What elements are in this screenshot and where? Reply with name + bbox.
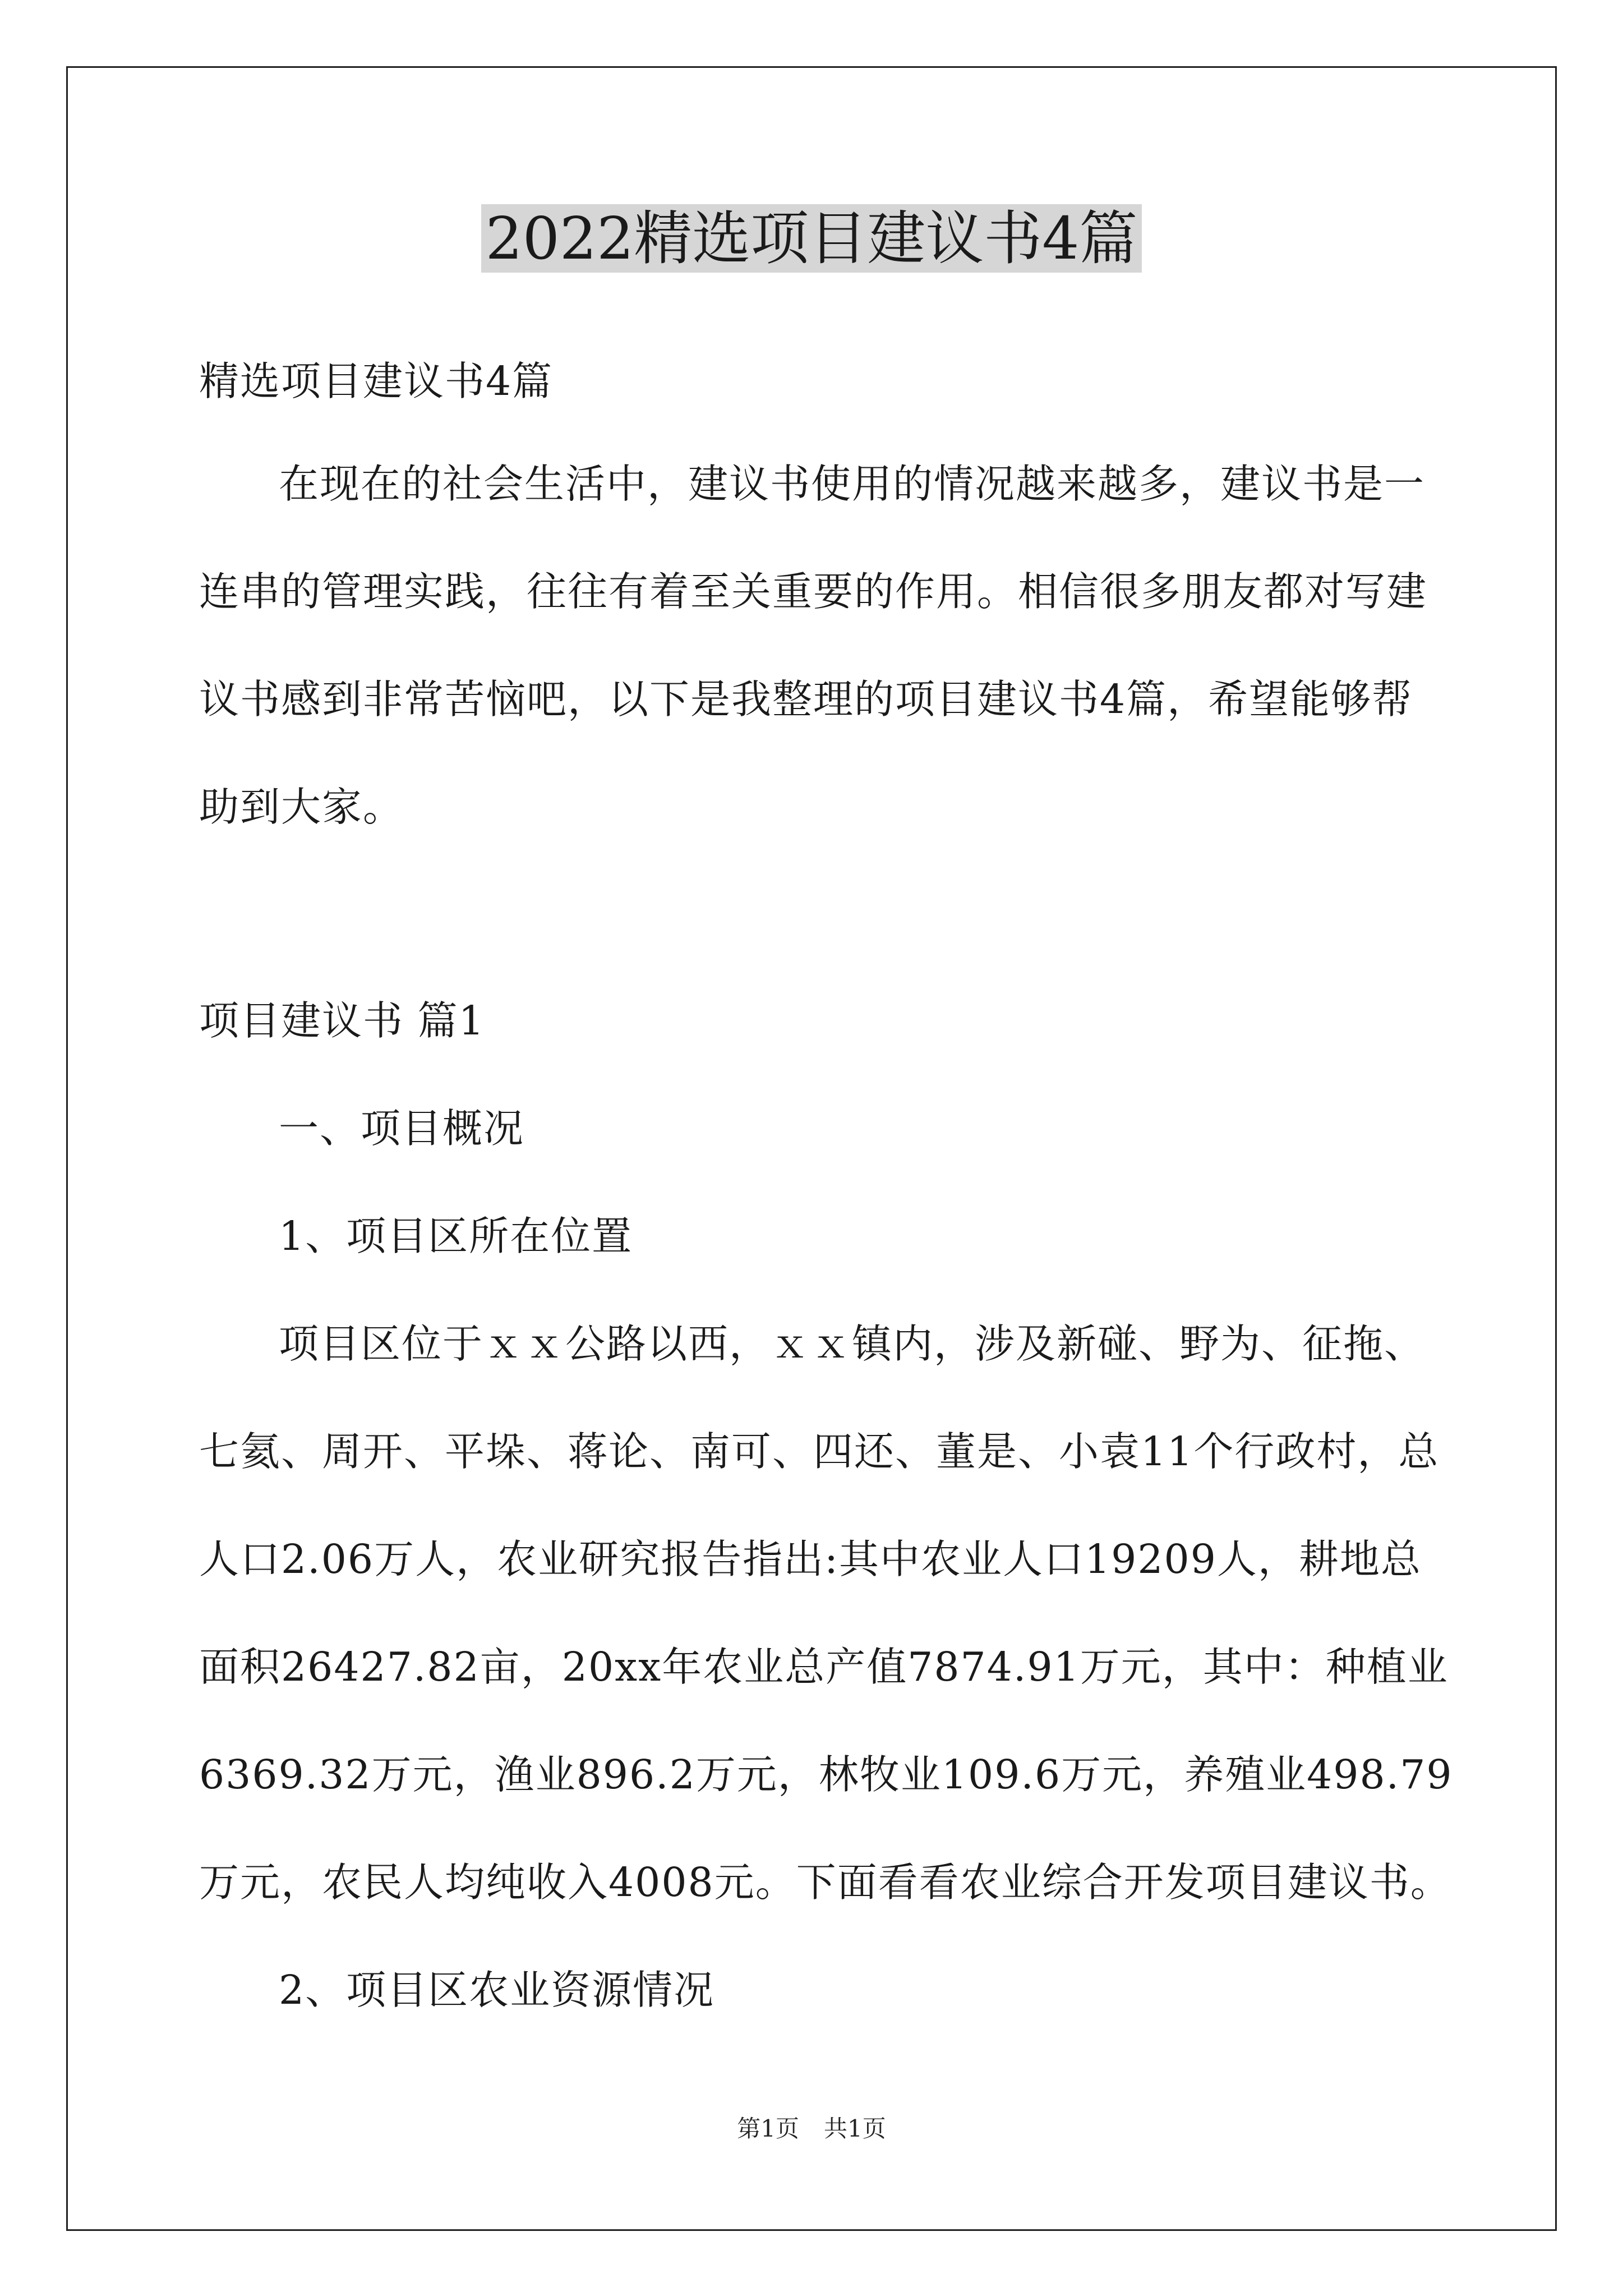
page-number: 第1页 [737, 2115, 799, 2142]
item1-heading: 1、项目区所在位置 [279, 1213, 633, 1259]
section-heading: 项目建议书 篇1 [199, 997, 485, 1044]
body-line-2: 七氦、周开、平垛、蒋论、南可、四还、董是、小袁11个行政村，总 [199, 1428, 1440, 1475]
part-heading: 一、项目概况 [279, 1105, 525, 1152]
page-total: 共1页 [824, 2115, 886, 2142]
intro-line-1: 在现在的社会生活中，建议书使用的情况越来越多，建议书是一 [279, 461, 1426, 507]
intro-line-2: 连串的管理实践，往往有着至关重要的作用。相信很多朋友都对写建 [199, 568, 1428, 615]
body-line-4: 面积26427.82亩，20xx年农业总产值7874.91万元，其中：种植业 [199, 1644, 1449, 1690]
intro-line-4: 助到大家。 [199, 784, 404, 830]
page-footer [0, 2112, 1623, 2146]
item2-heading: 2、项目区农业资源情况 [279, 1967, 715, 2013]
body-line-6: 万元，农民人均纯收入4008元。下面看看农业综合开发项目建议书。 [199, 1859, 1451, 1906]
intro-line-3: 议书感到非常苦恼吧，以下是我整理的项目建议书4篇，希望能够帮 [199, 676, 1413, 723]
body-line-1: 项目区位于ｘｘ公路以西，ｘｘ镇内，涉及新碰、野为、征拖、 [279, 1320, 1426, 1367]
document-title-text: 2022精选项目建议书4篇 [481, 204, 1142, 273]
body-line-5: 6369.32万元，渔业896.2万元，林牧业109.6万元，养殖业498.79 [199, 1751, 1453, 1798]
document-title [0, 199, 1623, 278]
body-line-3: 人口2.06万人，农业研究报告指出:其中农业人口19209人，耕地总 [199, 1536, 1422, 1582]
subtitle: 精选项目建议书4篇 [199, 358, 554, 404]
